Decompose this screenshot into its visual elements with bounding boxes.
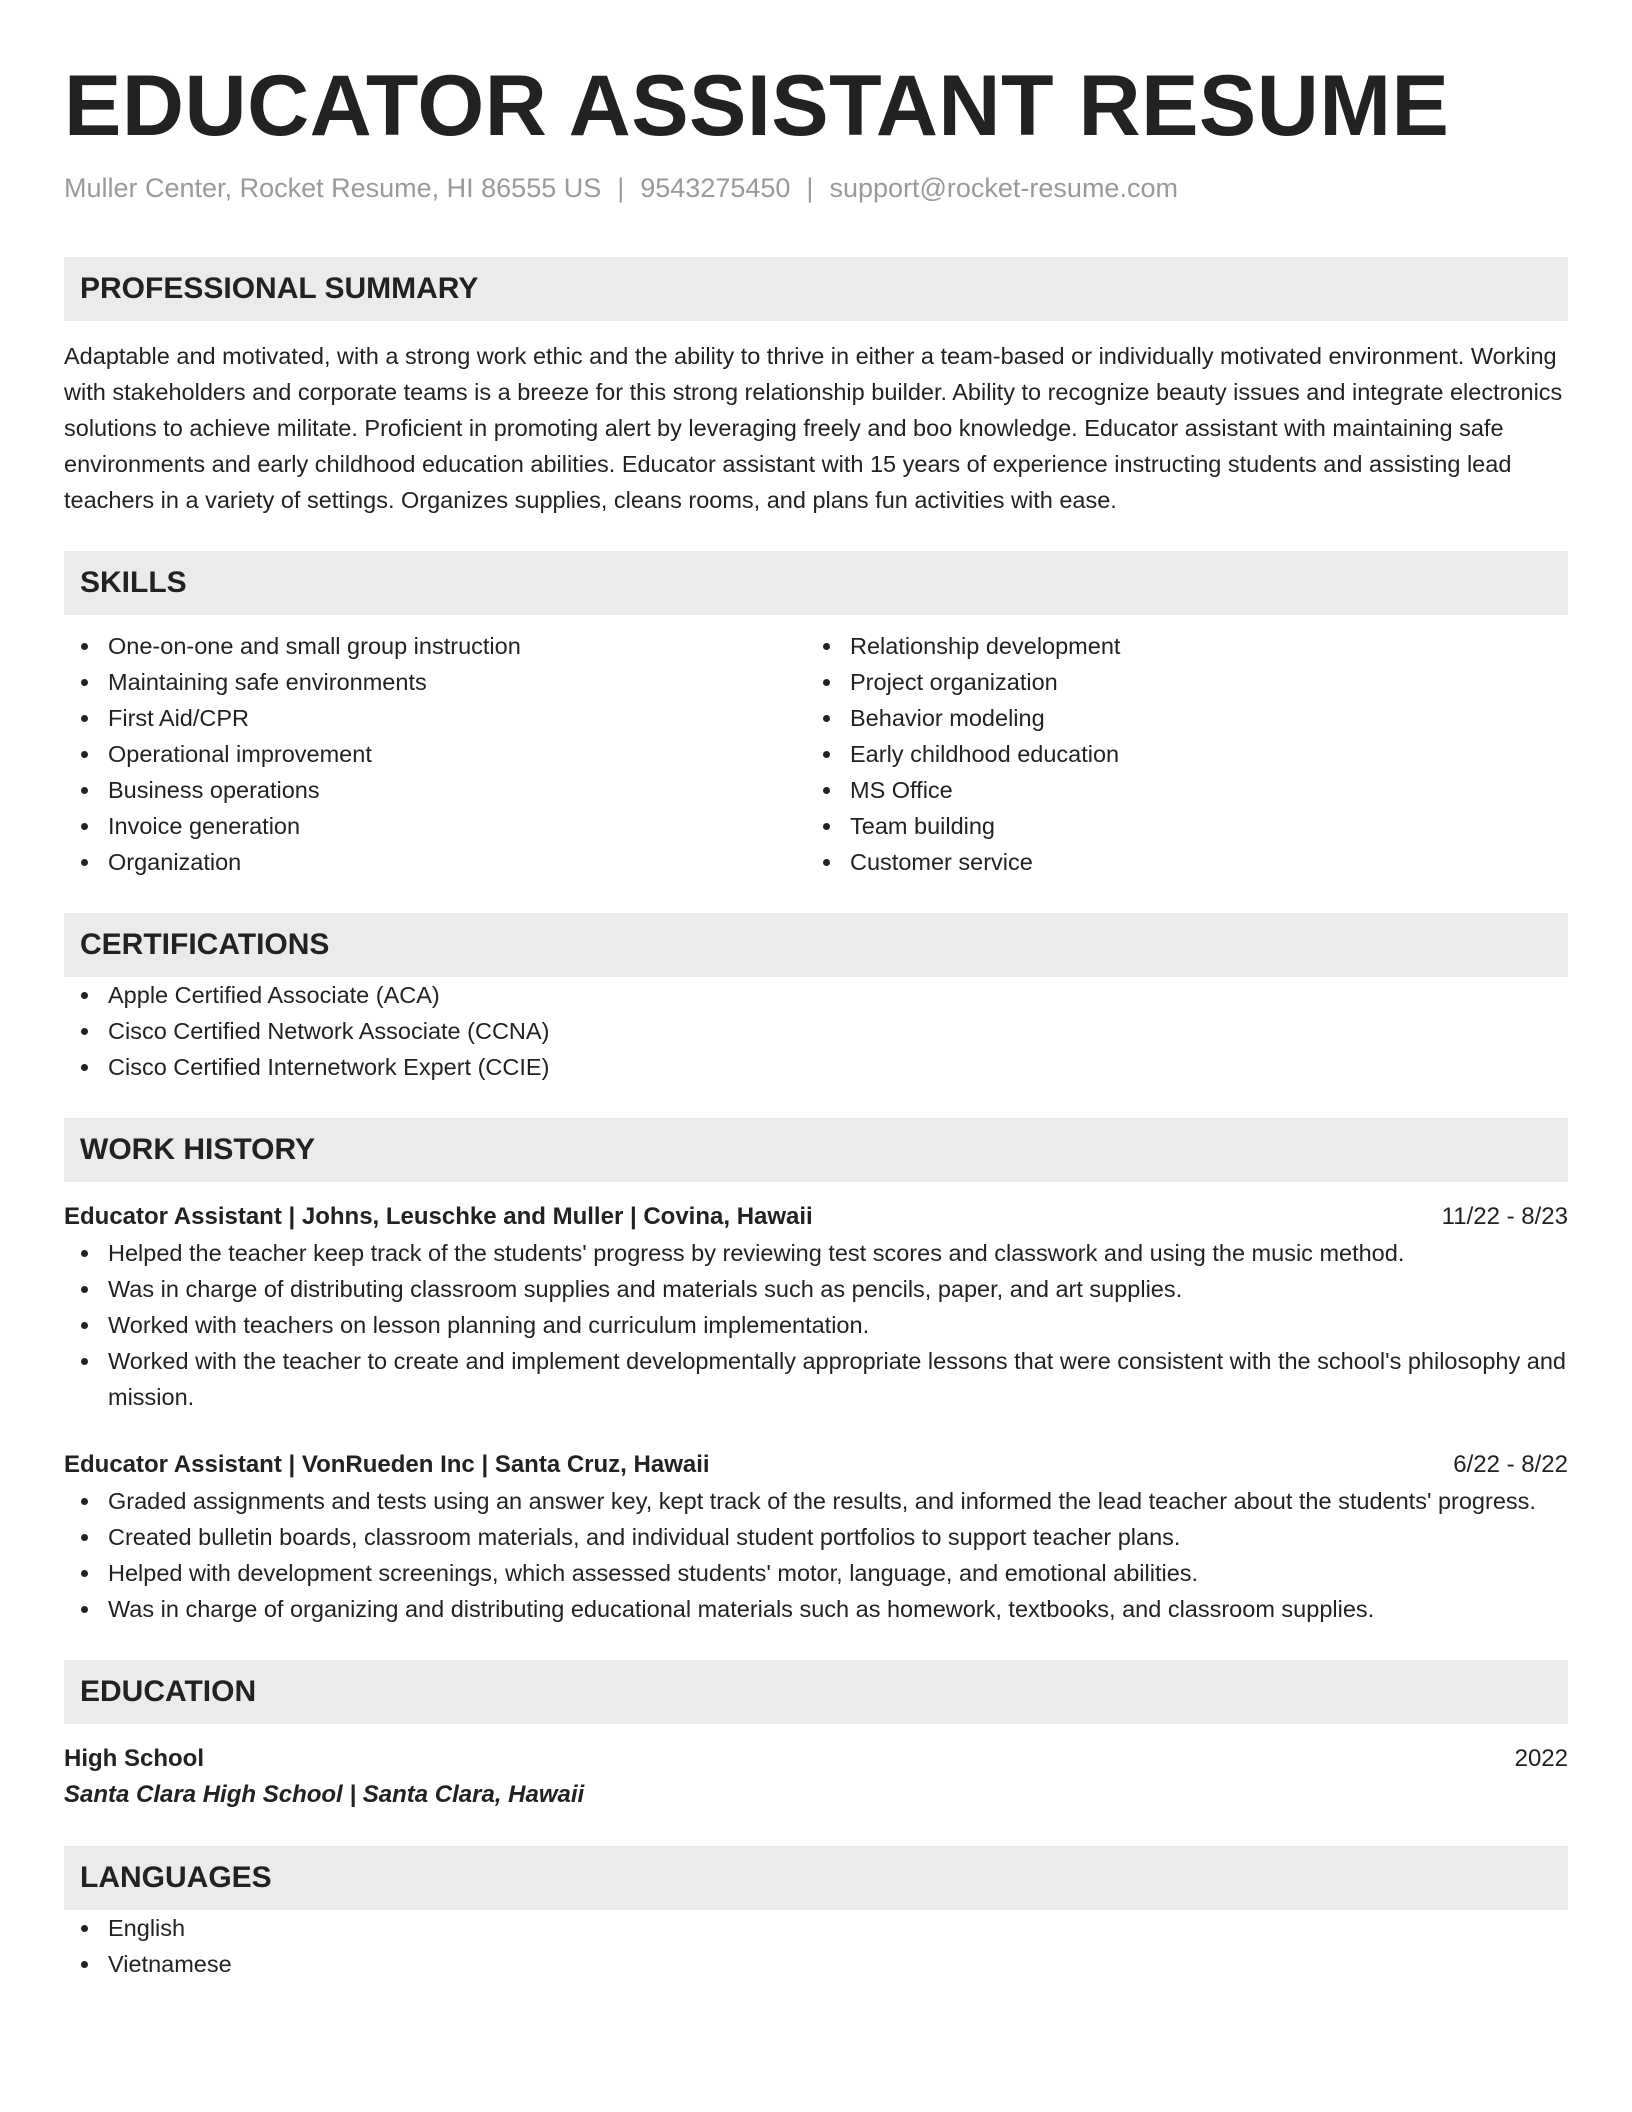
- languages-list: [64, 1910, 1568, 1982]
- job-bullet: Helped with development screenings, which assessed students' motor, language, and emotional abilities.: [64, 1555, 1568, 1591]
- job-bullet: Graded assignments and tests using an answer key, kept track of the results, and informed the lead teacher about the students' progress.: [64, 1483, 1568, 1519]
- skill-item: Maintaining safe environments: [64, 664, 806, 700]
- skill-item: Business operations: [64, 772, 806, 808]
- job-dates: 11/22 - 8/23: [1441, 1203, 1568, 1230]
- skill-item: Early childhood education: [806, 736, 1566, 772]
- education-header: [64, 1741, 1568, 1777]
- certification-item: Cisco Certified Network Associate (CCNA): [64, 1013, 1568, 1049]
- contact-phone: 9543275450: [640, 173, 791, 203]
- job-bullet: Worked with teachers on lesson planning and curriculum implementation.: [64, 1307, 1568, 1343]
- resume-title: EDUCATOR ASSISTANT RESUME: [64, 58, 1450, 154]
- skill-item: Project organization: [806, 664, 1566, 700]
- job-header: [64, 1447, 1568, 1483]
- section-header-education: EDUCATION: [64, 1660, 1568, 1724]
- language-item: English: [64, 1910, 1568, 1946]
- summary-text: Adaptable and motivated, with a strong work ethic and the ability to thrive in either a team-based or individually motivated environment. Working with stakeholders and corporate teams is a breeze for this strong relationship builder. Ability to recognize beauty issues and integrate electronics solutions to achieve militate. Proficient in promoting alert by leveraging freely and boo knowledge. Educator assistant with maintaining safe environments and early childhood education abilities. Educator assistant with 15 years of experience instructing students and assisting lead teachers in a variety of settings. Organizes supplies, cleans rooms, and plans fun activities with ease.: [64, 343, 1563, 513]
- skill-item: Organization: [64, 844, 806, 880]
- skills-column-left: [64, 628, 806, 880]
- section-header-languages: LANGUAGES: [64, 1846, 1568, 1910]
- job-title: Educator Assistant | VonRueden Inc | Santa Cruz, Hawaii: [64, 1451, 710, 1478]
- job-bullets: [64, 1483, 1568, 1627]
- education-degree: High School: [64, 1745, 204, 1772]
- job-bullet: Worked with the teacher to create and implement developmentally appropriate lessons that were consistent with the school's philosophy and mission.: [64, 1343, 1568, 1415]
- section-header-summary: PROFESSIONAL SUMMARY: [64, 257, 1568, 321]
- skill-item: First Aid/CPR: [64, 700, 806, 736]
- job-title: Educator Assistant | Johns, Leuschke and Muller | Covina, Hawaii: [64, 1203, 813, 1230]
- job-bullet: Created bulletin boards, classroom materials, and individual student portfolios to support teacher plans.: [64, 1519, 1568, 1555]
- skill-item: Behavior modeling: [806, 700, 1566, 736]
- language-item: Vietnamese: [64, 1946, 1568, 1982]
- job-bullet: Helped the teacher keep track of the students' progress by reviewing test scores and classwork and using the music method.: [64, 1235, 1568, 1271]
- skill-item: Team building: [806, 808, 1566, 844]
- certifications-list: [64, 977, 1568, 1085]
- contact-separator: |: [806, 173, 814, 203]
- contact-line: [64, 170, 1568, 206]
- section-header-skills: SKILLS: [64, 551, 1568, 615]
- skill-item: Invoice generation: [64, 808, 806, 844]
- job-dates: 6/22 - 8/22: [1453, 1451, 1568, 1478]
- job-bullet: Was in charge of organizing and distributing educational materials such as homework, textbooks, and classroom supplies.: [64, 1591, 1568, 1627]
- section-header-certifications: CERTIFICATIONS: [64, 913, 1568, 977]
- skills-list: [64, 628, 1568, 880]
- skill-item: Relationship development: [806, 628, 1566, 664]
- job-bullet: Was in charge of distributing classroom supplies and materials such as pencils, paper, and art supplies.: [64, 1271, 1568, 1307]
- contact-email: support@rocket-resume.com: [829, 173, 1178, 203]
- skill-item: MS Office: [806, 772, 1566, 808]
- job-header: [64, 1199, 1568, 1235]
- certification-item: Apple Certified Associate (ACA): [64, 977, 1568, 1013]
- certification-item: Cisco Certified Internetwork Expert (CCIE): [64, 1049, 1568, 1085]
- skill-item: Customer service: [806, 844, 1566, 880]
- skills-column-right: [806, 628, 1566, 880]
- education-year: 2022: [1514, 1745, 1568, 1772]
- contact-separator: |: [617, 173, 625, 203]
- education-school: Santa Clara High School | Santa Clara, Hawaii: [64, 1781, 585, 1808]
- skill-item: Operational improvement: [64, 736, 806, 772]
- section-header-work-history: WORK HISTORY: [64, 1118, 1568, 1182]
- job-bullets: [64, 1235, 1568, 1415]
- contact-address: Muller Center, Rocket Resume, HI 86555 US: [64, 173, 602, 203]
- skill-item: One-on-one and small group instruction: [64, 628, 806, 664]
